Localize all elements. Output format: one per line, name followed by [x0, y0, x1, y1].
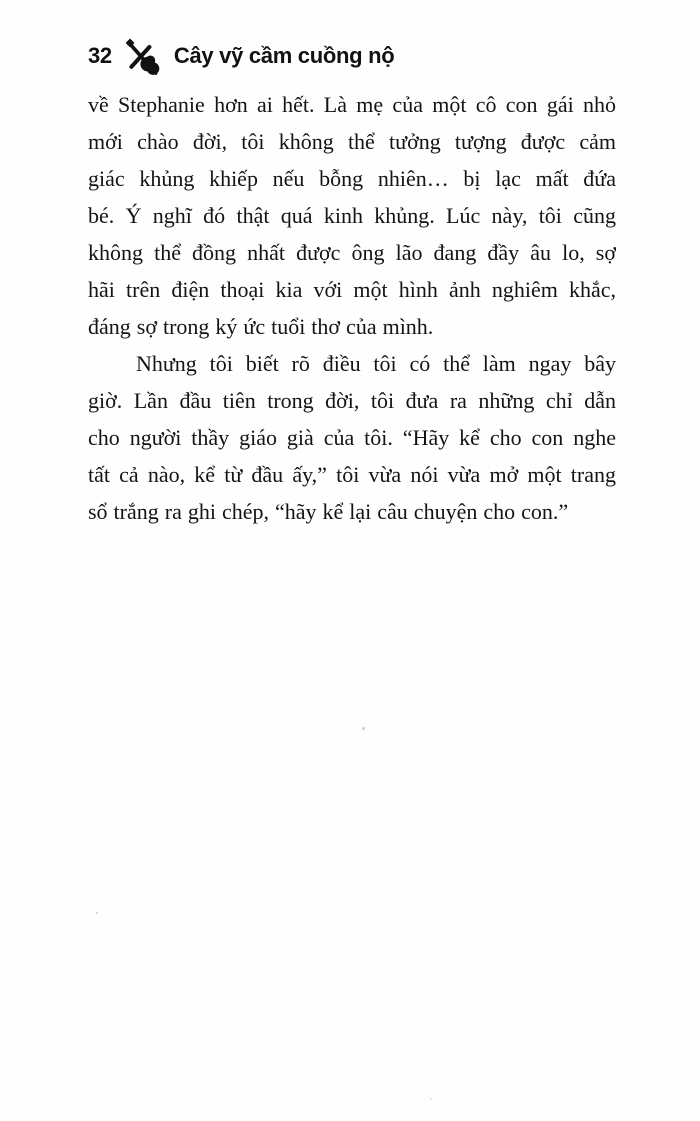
text-line: mới chào đời, tôi không thể tưởng tượng được cảm	[88, 129, 616, 154]
scan-speck	[150, 470, 152, 472]
text-line: giác khủng khiếp nếu bỗng nhiên… bị lạc mất đứa	[88, 166, 616, 191]
text-line: bé. Ý nghĩ đó thật quá kinh khủng. Lúc này, tôi cũng	[88, 203, 616, 228]
paragraph	[88, 345, 616, 530]
running-header	[88, 36, 394, 76]
scan-speck	[430, 1098, 432, 1100]
scan-speck	[362, 727, 365, 730]
page-number: 32	[88, 43, 112, 68]
text-line: tất cả nào, kể từ đầu ấy,” tôi vừa nói vừa mở một trang	[88, 462, 616, 487]
text-line: hãi trên điện thoại kia với một hình ảnh nghiêm khắc,	[88, 277, 616, 302]
text-line: đáng sợ trong ký ức tuổi thơ của mình.	[88, 314, 434, 339]
text-line: về Stephanie hơn ai hết. Là mẹ của một cô con gái nhỏ	[88, 92, 616, 117]
page-text	[88, 86, 616, 530]
text-line: không thể đồng nhất được ông lão đang đầy âu lo, sợ	[88, 240, 616, 265]
text-line: giờ. Lần đầu tiên trong đời, tôi đưa ra những chỉ dẫn	[88, 388, 616, 413]
text-line: sổ trắng ra ghi chép, “hãy kể lại câu chuyện cho con.”	[88, 499, 569, 524]
text-line: Nhưng tôi biết rõ điều tôi có thể làm ngay bây	[136, 351, 616, 376]
book-title: Cây vỹ cầm cuồng nộ	[173, 43, 395, 68]
paragraph	[88, 86, 616, 345]
scan-speck	[96, 912, 98, 914]
text-line: cho người thầy giáo già của tôi. “Hãy kể cho con nghe	[88, 425, 616, 450]
violin-icon	[126, 36, 162, 76]
